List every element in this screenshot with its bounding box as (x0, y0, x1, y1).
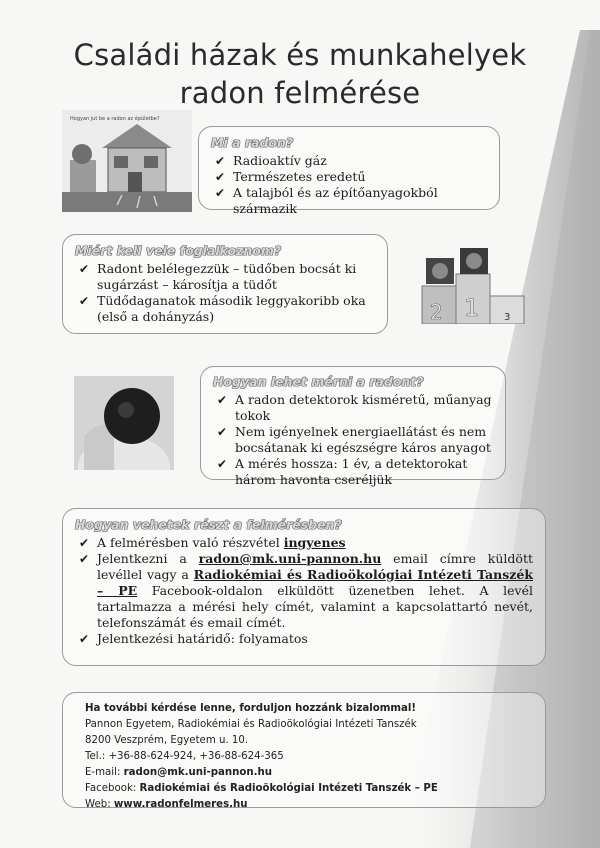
podium-number-2: 2 (430, 300, 443, 324)
radon-detector-photo (74, 376, 174, 470)
contact-web: Web: www.radonfelmeres.hu (85, 799, 248, 810)
contact-address: 8200 Veszprém, Egyetem u. 10. (85, 735, 249, 746)
illustration-caption: Hogyan jut be a radon az épületbe? (70, 116, 160, 122)
what-is-radon-box (198, 126, 500, 216)
podium-number-1: 1 (464, 294, 480, 322)
page-title (40, 36, 560, 112)
check-icon: ✔ (79, 632, 90, 646)
check-icon: ✔ (79, 552, 90, 566)
list-item: ✔ A talajból és az építőanyagokból származik (215, 185, 438, 216)
check-icon: ✔ (217, 425, 228, 439)
free-of-charge-text: ingyenes (283, 535, 346, 550)
list-item: ✔ Radont belélegezzük – tüdőben bocsát ki sugárzást – károsítja a tüdőt (79, 261, 357, 292)
how-to-participate-heading: Hogyan vehetek részt a felmérésben? (75, 517, 342, 532)
list-item: ✔ Természetes eredetű (215, 169, 366, 184)
podium-number-3: 3 (504, 312, 511, 323)
how-to-measure-heading: Hogyan lehet mérni a radont? (213, 374, 424, 389)
list-item: ✔ Radioaktív gáz (215, 153, 327, 168)
why-care-heading: Miért kell vele foglalkoznom? (75, 243, 282, 258)
list-item: ✔ Jelentkezni a radon@mk.uni-pannon.hu email címre küldött levéllel vagy a Radiokémiai és Radioökológiai Intézeti Tanszék – PE Facebook-oldalon elküldött üzenetben lehet. A levél tartalmazza a mérési hely címét, valamint a kapcsolattartó nevét, telefonszámát és email címét. (79, 551, 533, 630)
how-to-participate-box (62, 508, 546, 666)
what-is-radon-heading: Mi a radon? (211, 135, 294, 150)
contact-web-value[interactable]: www.radonfelmeres.hu (113, 799, 248, 810)
check-icon: ✔ (79, 536, 90, 550)
list-item: ✔ A radon detektorok kisméretű, műanyag tokok (217, 392, 492, 423)
contact-organization: Pannon Egyetem, Radiokémiai és Radioökológiai Intézeti Tanszék (85, 719, 417, 730)
why-care-box (62, 234, 388, 334)
check-icon: ✔ (215, 154, 226, 168)
contact-email-value[interactable]: radon@mk.uni-pannon.hu (123, 767, 273, 778)
contact-facebook: Facebook: Radiokémiai és Radioökológiai Intézeti Tanszék – PE (85, 783, 438, 794)
check-icon: ✔ (79, 262, 90, 276)
podium-illustration (418, 246, 528, 324)
contact-email-link[interactable]: radon@mk.uni-pannon.hu (198, 551, 382, 566)
list-item: ✔ A mérés hossza: 1 év, a detektorokat három havonta cseréljük (217, 456, 468, 487)
check-icon: ✔ (79, 294, 90, 308)
check-icon: ✔ (215, 170, 226, 184)
contact-email: E-mail: radon@mk.uni-pannon.hu (85, 767, 273, 778)
contact-phone: Tel.: +36-88-624-924, +36-88-624-365 (85, 751, 284, 762)
title-line-2: radon felmérése (179, 76, 421, 110)
house-radon-illustration (62, 110, 192, 212)
check-icon: ✔ (217, 393, 228, 407)
check-icon: ✔ (217, 457, 228, 471)
contact-box (62, 692, 546, 808)
contact-facebook-value[interactable]: Radiokémiai és Radioökológiai Intézeti Tanszék – PE (139, 783, 438, 794)
facebook-page-link[interactable]: Radiokémiai és Radioökológiai Intézeti Tanszék – PE (97, 567, 533, 598)
list-item: ✔ Jelentkezési határidő: folyamatos (79, 631, 308, 646)
list-item: ✔ Nem igényelnek energiaellátást és nem bocsátanak ki egészségre káros anyagot (217, 424, 491, 455)
check-icon: ✔ (215, 186, 226, 200)
list-item: ✔ A felmérésben való részvétel ingyenes (79, 535, 346, 550)
title-line-1: Családi házak és munkahelyek (73, 38, 527, 72)
contact-intro: Ha további kérdése lenne, forduljon hozzánk bizalommal! (85, 703, 417, 714)
how-to-measure-box (200, 366, 506, 487)
list-item: ✔ Tüdődaganatok második leggyakoribb oka (első a dohányzás) (79, 293, 366, 324)
